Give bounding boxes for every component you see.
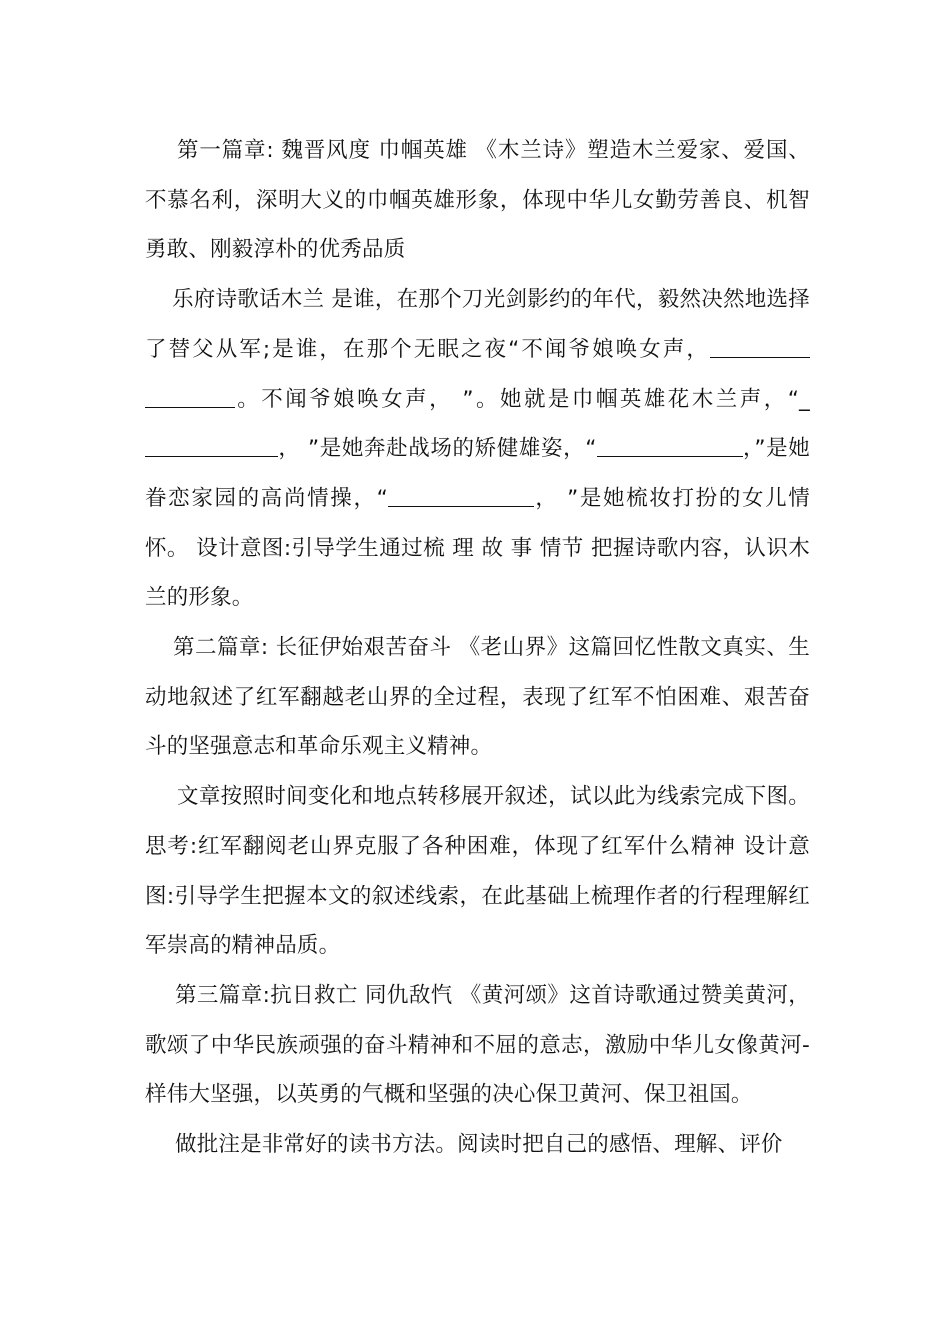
answer-blank-1-continued[interactable] [145, 385, 235, 408]
mulan-intro-text: 乐府诗歌话木兰 是谁，在那个刀光剑影约的年代，毅然决然地选择了替父从军;是谁，在那个无眠之夜“不闻爷娘唤女声， [145, 287, 810, 362]
paragraph-mulan-fill-blanks [145, 275, 810, 623]
mulan-text-5: ， ”是她梳妆打扮的女儿情怀。 设计意图:引导学生通过梳 理 故 事 情节 把握诗歌内容，认识木兰的形象。 [145, 485, 811, 611]
mulan-text-4: ，”是她眷恋家园的高尚情操，“ [145, 436, 810, 511]
mulan-text-2: 。不闻爷娘唤女声， ”。她就是巾帼英雄花木兰声，“_ [235, 386, 810, 412]
document-body [145, 126, 810, 1170]
paragraph-chapter-three: 第三篇章:抗日救亡 同仇敌忾 《黄河颂》这首诗歌通过赞美黄河，歌颂了中华民族顽强的奋斗精神和不屈的意志，激励中华儿女像黄河-样伟大坚强，以英勇的气概和坚强的决心保卫黄河、保卫祖国。 [145, 982, 810, 1108]
paragraph-chapter-two: 第二篇章: 长征伊始艰苦奋斗 《老山界》这篇回忆性散文真实、生动地叙述了红军翻越老山界的全过程，表现了红军不怕困难、艰苦奋斗的坚强意志和革命乐观主义精神。 [145, 635, 810, 760]
answer-blank-2[interactable] [145, 435, 278, 458]
answer-blank-4[interactable] [388, 484, 534, 507]
mulan-text-3: ， ”是她奔赴战场的矫健雄姿，“ [278, 436, 597, 462]
paragraph-annotation-method: 做批注是非常好的读书方法。阅读时把自己的感悟、理解、评价 [175, 1132, 783, 1158]
answer-blank-1[interactable] [710, 335, 810, 358]
paragraph-chapter-one: 第一篇章: 魏晋风度 巾帼英雄 《木兰诗》塑造木兰爱家、爱国、不慕名利，深明大义的巾帼英雄形象，体现中华儿女勤劳善良、机智勇敢、刚毅淳朴的优秀品质 [145, 138, 810, 263]
paragraph-laoshanjie-task: 文章按照时间变化和地点转移展开叙述，试以此为线索完成下图。思考:红军翻阅老山界克服了各种困难，体现了红军什么精神 设计意图:引导学生把握本文的叙述线索，在此基础上梳理作者的行程理解红军崇高的精神品质。 [145, 784, 810, 959]
answer-blank-3[interactable] [597, 435, 743, 458]
